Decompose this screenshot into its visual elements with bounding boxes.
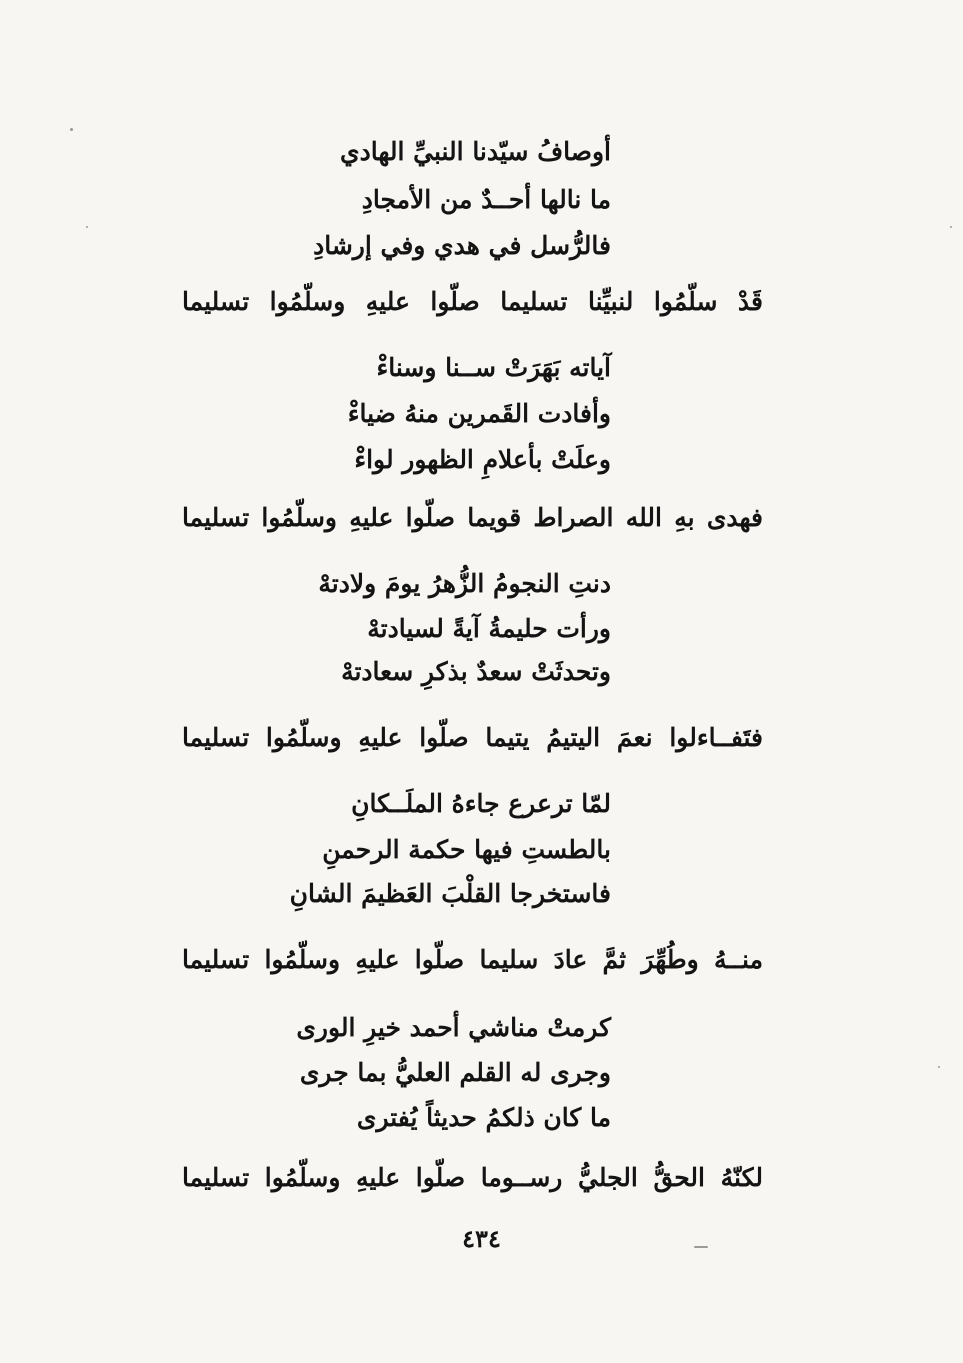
verse-line: لمّا ترعرع جاءهُ الملَــكانِ xyxy=(351,789,611,818)
paper-speck xyxy=(938,1066,940,1068)
verse-line: فاستخرجا القلْبَ العَظيمَ الشانِ xyxy=(289,879,611,908)
verse-line: وأفادت القَمرين منهُ ضياءْ xyxy=(347,399,611,428)
page-number: ٤٣٤ xyxy=(462,1224,501,1253)
refrain-line: قَدْ سلّمُوا لنبيِّنا تسليما صلّوا عليهِ وسلّمُوا تسليما xyxy=(182,287,763,316)
verse-line: وجرى له القلم العليُّ بما جرى xyxy=(299,1058,611,1087)
verse-line: ورأت حليمةُ آيةً لسيادتهْ xyxy=(367,614,611,643)
verse-line: وتحدثَتْ سعدٌ بذكرِ سعادتهْ xyxy=(341,657,611,686)
verse-line: فالرُّسل في هدي وفي إرشادِ xyxy=(313,231,611,260)
verse-line: ما نالها أحــدٌ من الأمجادِ xyxy=(361,185,611,214)
verse-line: بالطستِ فيها حكمة الرحمنِ xyxy=(322,835,611,864)
refrain-line: فهدى بهِ الله الصراط قويما صلّوا عليهِ وسلّمُوا تسليما xyxy=(182,503,763,532)
refrain-line: لكنّهُ الحقُّ الجليُّ رســوما صلّوا عليهِ وسلّمُوا تسليما xyxy=(182,1163,763,1192)
paper-speck xyxy=(86,226,88,228)
paper-speck xyxy=(70,128,73,131)
refrain-line: فتَفــاءلوا نعمَ اليتيمُ يتيما صلّوا عليهِ وسلّمُوا تسليما xyxy=(182,723,763,752)
verse-line: دنتِ النجومُ الزُّهرُ يومَ ولادتهْ xyxy=(318,569,611,598)
verse-line: أوصافُ سيّدنا النبيِّ الهادي xyxy=(340,137,611,166)
verse-line: آياته بَهَرَتْ ســنا وسناءْ xyxy=(376,353,611,382)
refrain-line: منــهُ وطُهِّرَ ثمَّ عادَ سليما صلّوا عليهِ وسلّمُوا تسليما xyxy=(182,945,763,974)
paper-speck xyxy=(694,1246,708,1248)
verse-line: ما كان ذلكمُ حديثاً يُفترى xyxy=(356,1103,611,1132)
verse-line: وعلَتْ بأعلامِ الظهور لواءْ xyxy=(354,445,611,474)
paper-speck xyxy=(950,226,952,228)
verse-line: كرمتْ مناشي أحمد خيرِ الورى xyxy=(296,1013,611,1042)
